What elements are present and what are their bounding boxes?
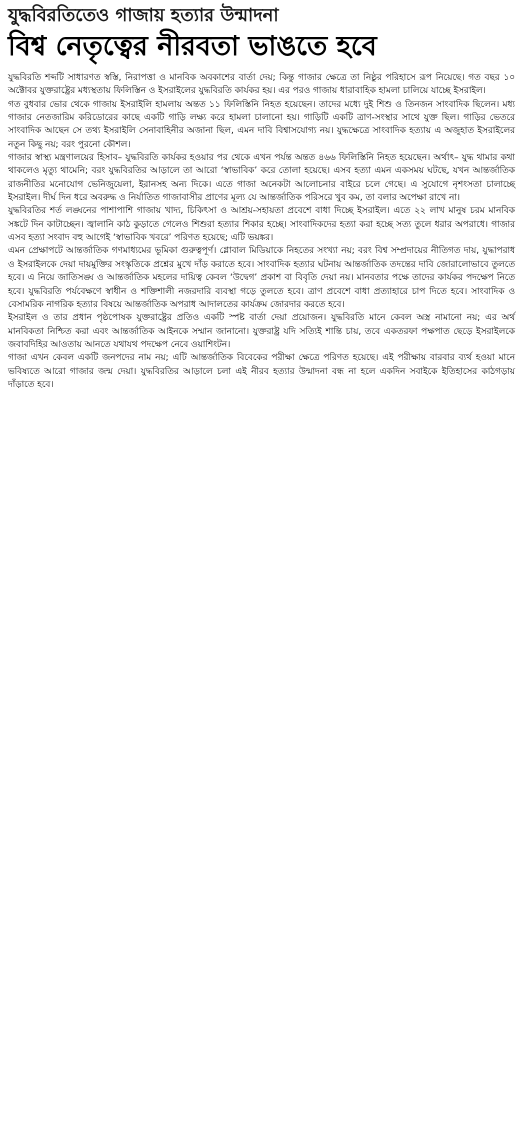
article-paragraph-1: যুদ্ধবিরতি শব্দটি সাধারণত স্বস্তি, নিরাপত্তা ও মানবিক অবকাশের বার্তা দেয়; কিন্তু গাজার ক্ষেত্রে তা নিষ্ঠুর পরিহাসে রূপ নিয়েছে। গত বছর ১০ অক্টোবর যুক্তরাষ্ট্রের মধ্যস্থতায় ফিলিস্তিন ও ইসরাইলের যুদ্ধবিরতি কার্যকর হয়। এর পরও গাজায় ধারাবাহিক হামলা চালিয়ে যাচ্ছে ইসরাইল। bbox=[8, 73, 515, 97]
article-paragraph-6: ইসরাইল ও তার প্রধান পৃষ্ঠপোষক যুক্তরাষ্ট্রের প্রতিও একটি স্পষ্ট বার্তা দেয়া প্রয়োজন। যুদ্ধবিরতি মানে কেবল অস্ত্র নামানো নয়; এর অর্থ মানবিকতা নিশ্চিত করা এবং আন্তর্জাতিক আইনকে সম্মান জানানো। যুক্তরাষ্ট্র যদি সত্যিই শান্তি চায়, তবে একতরফা পক্ষপাত ছেড়ে ইসরাইলকে জবাবদিহির আওতায় আনতে যথাযথ পদক্ষেপ নেবে ওয়াশিংটন। bbox=[8, 313, 515, 350]
article-paragraph-2: গত বুধবার ভোর থেকে গাজায় ইসরাইলি হামলায় অন্তত ১১ ফিলিস্তিনি নিহত হয়েছেন। তাদের মধ্যে দুই শিশু ও তিনজন সাংবাদিক ছিলেন। মধ্য গাজার নেতজারিম করিডোরের কাছে একটি গাড়ি লক্ষ্য করে হামলা চালানো হয়। গাড়িটি একটি ত্রাণ-সংস্থার সাথে যুক্ত ছিল। গাড়ির ভেতরে সাংবাদিক আছেন সে তথ্য ইসরাইলি সেনাবাহিনীর অজানা ছিল, এমন দাবি বিশ্বাসযোগ্য নয়। যুদ্ধক্ষেত্রে সাংবাদিক হত্যায় এ অজুহাত ইসরাইলের নতুন কিছু নয়; বরং পুরনো কৌশল। bbox=[8, 99, 515, 150]
article-paragraph-4: যুদ্ধবিরতির শর্ত লঙ্ঘনের পাশাপাশি গাজায় খাদ্য, চিকিৎসা ও আশ্রয়-সহায়তা প্রবেশে বাধা দিচ্ছে ইসরাইল। এতে ২২ লাখ মানুষ চরম মানবিক সঙ্কটে দিন কাটাচ্ছেন। জ্বালানি কাঠ কুড়াতে গেলেও শিশুরা হত্যার শিকার হচ্ছে। সাংবাদিকদের হত্যা করা হচ্ছে সত্য তুলে ধরার অপরাধে। গাজার এসব হত্যা সংবাদ বহু আগেই ‘স্বাভাবিক খবরে’ পরিণত হয়েছে; এটি ভয়ঙ্কর। bbox=[8, 206, 515, 244]
article-kicker: যুদ্ধবিরতিতেও গাজায় হত্যার উন্মাদনা bbox=[8, 5, 279, 26]
article-paragraph-7: গাজা এখন কেবল একটি জনপদের নাম নয়; এটি আন্তর্জাতিক বিবেকের পরীক্ষা ক্ষেত্রে পরিণত হয়েছে। এই পরীক্ষায় বারবার ব্যর্থ হওয়া মানে ভবিষ্যতে আরো গাজার জন্ম দেয়া। যুদ্ধবিরতির আড়ালে চলা এই নীরব হত্যার উন্মাদনা বন্ধ না হলে একদিন সবাইকে ইতিহাসের কাঠগড়ায় দাঁড়াতে হবে। bbox=[8, 353, 515, 390]
article-paragraph-5: এমন প্রেক্ষাপটে আন্তর্জাতিক গণমাধ্যমের ভূমিকা গুরুত্বপূর্ণ। গ্লোবাল মিডিয়াকে নিহতের সংখ্যা নয়; বরং বিশ্ব সম্প্রদায়ের নীতিগত দায়, যুদ্ধাপরাধ ও ইসরাইলকে দেয়া দায়মুক্তির সংস্কৃতিকে প্রশ্নের মুখে দাঁড় করাতে হবে। সাংবাদিক হত্যার ঘটনায় আন্তর্জাতিক তদন্তের দাবি জোরালোভাবে তুলতে হবে। এ নিয়ে জাতিসঙ্ঘ ও আন্তর্জাতিক মহলের দায়িত্ব কেবল ‘উদ্বেগ’ প্রকাশ বা বিবৃতি দেয়া নয়। মানবতার পক্ষে তাদের কার্যকর পদক্ষেপ নিতে হবে। যুদ্ধবিরতি পর্যবেক্ষণে স্বাধীন ও শক্তিশালী নজরদারি ব্যবস্থা গড়ে তুলতে হবে। ত্রাণ প্রবেশে বাধা প্রত্যাহারে চাপ দিতে হবে। সাংবাদিক ও বেসামরিক নাগরিক হত্যার বিষয়ে আন্তর্জাতিক অপরাধ আদালতের কার্যক্রম জোরদার করতে হবে। bbox=[8, 246, 515, 310]
article-paragraph-3: গাজার স্বাস্থ্য মন্ত্রণালয়ের হিসাব– যুদ্ধবিরতি কার্যকর হওয়ার পর থেকে এখন পর্যন্ত অন্তত ৪৬৬ ফিলিস্তিনি নিহত হয়েছেন। অর্থাৎ– যুদ্ধ থামার কথা থাকলেও মৃত্যু থামেনি; বরং যুদ্ধবিরতির আড়ালে তা আরো ‘স্বাভাবিক’ করে তোলা হয়েছে। এসব হত্যা এমন একসময় ঘটছে, যখন আন্তর্জাতিক রাজনীতির মনোযোগ ভেনিজুয়েলা, ইরানসহ অন্য দিকে। এতে গাজা অনেকটা আলোচনার বাইরে চলে গেছে। এ সুযোগে নৃশংসতা চালাচ্ছে ইসরাইল। দীর্ঘ দিন ধরে অবরুদ্ধ ও নির্যাতিত গাজাবাসীর প্রাণের মূল্য যে আন্তর্জাতিক পরিসরে খুব কম, তা বলার অপেক্ষা রাখে না। bbox=[8, 153, 515, 204]
article-body bbox=[8, 72, 515, 392]
article-headline: বিশ্ব নেতৃত্বের নীরবতা ভাঙতে হবে bbox=[8, 31, 377, 62]
